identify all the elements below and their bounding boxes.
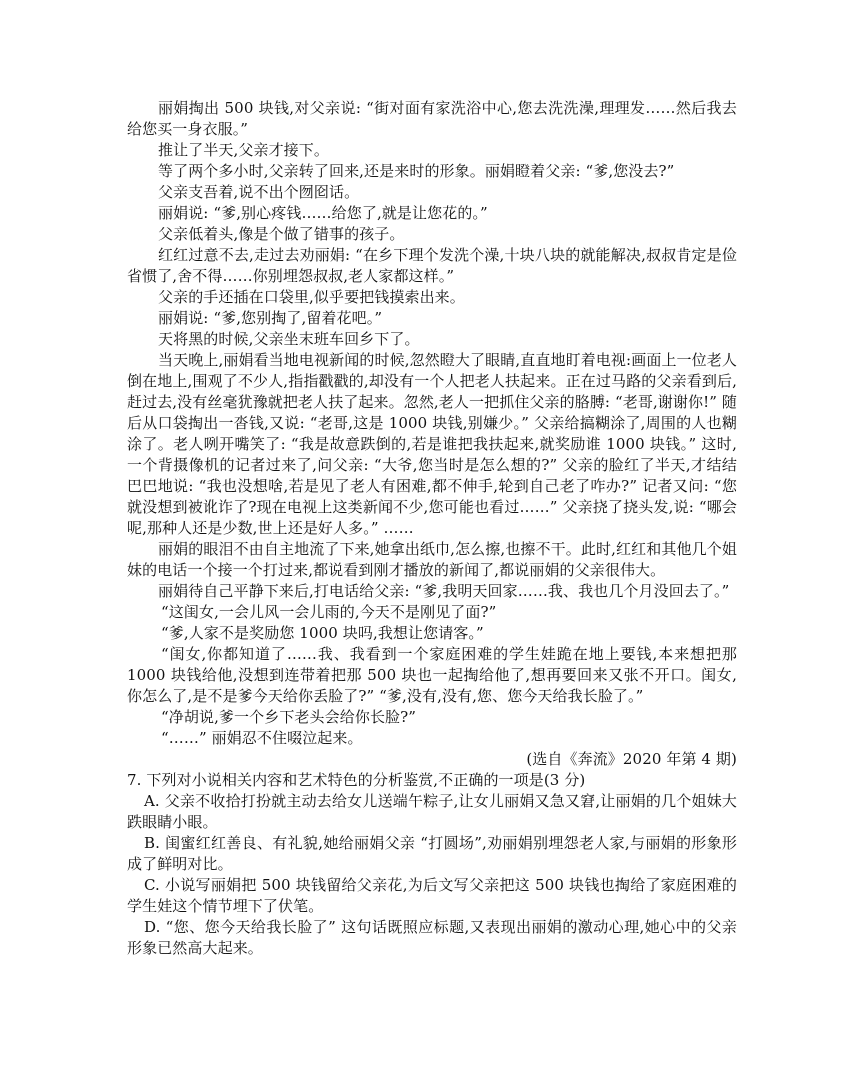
option-c: C. 小说写丽娟把 500 块钱留给父亲花,为后文写父亲把这 500 块钱也掏给了家庭困难的学生娃这个情节埋下了伏笔。 — [127, 876, 737, 915]
story-paragraph: 父亲的手还插在口袋里,似乎要把钱摸索出来。 — [158, 288, 465, 306]
story-paragraph: 丽娟说: “爹,您别掏了,留着花吧。” — [158, 309, 383, 327]
story-paragraph: 父亲低着头,像是个做了错事的孩子。 — [158, 225, 405, 243]
option-b: B. 闺蜜红红善良、有礼貌,她给丽娟父亲 “打圆场”,劝丽娟别埋怨老人家,与丽娟的形象形成了鲜明对比。 — [127, 834, 737, 873]
story-paragraph: 红红过意不去,走过去劝丽娟: “在乡下理个发洗个澡,十块八块的就能解决,叔叔肯定是俭省惯了,舍不得……你别埋怨叔叔,老人家都这样。” — [127, 246, 737, 285]
dialogue-line: “……” 丽娟忍不住啜泣起来。 — [161, 729, 363, 747]
source-citation: (选自《奔流》2020 年第 4 期) — [526, 750, 737, 768]
dialogue-line: “闺女,你都知道了……我、我看到一个家庭困难的学生娃跪在地上要钱,本来想把那 1000 块钱给他,没想到连带着把那 500 块也一起掏给他了,想再要回来又张不开口。闺女,你怎么了,是不是爹今天给你丢脸了?” “爹,没有,没有,您、您今天给我长脸了。” — [127, 645, 737, 705]
story-paragraph: 丽娟的眼泪不由自主地流了下来,她拿出纸巾,怎么擦,也擦不干。此时,红红和其他几个姐妹的电话一个接一个打过来,都说看到刚才播放的新闻了,都说丽娟的父亲很伟大。 — [127, 540, 737, 579]
story-paragraph: 当天晚上,丽娟看当地电视新闻的时候,忽然瞪大了眼睛,直直地盯着电视:画面上一位老人倒在地上,围观了不少人,指指戳戳的,却没有一个人把老人扶起来。正在过马路的父亲看到后,赶过去,没有丝毫犹豫就把老人扶了起来。忽然,老人一把抓住父亲的胳膊: “老哥,谢谢你!” 随后从口袋掏出一沓钱,又说: “老哥,这是 1000 块钱,别嫌少。” 父亲给搞糊涂了,周围的人也糊涂了。老人咧开嘴笑了: “我是故意跌倒的,若是谁把我扶起来,就奖励谁 1000 块钱。” 这时,一个背摄像机的记者过来了,问父亲: “大爷,您当时是怎么想的?” 父亲的脸红了半天,才结结巴巴地说: “我也没想啥,若是见了老人有困难,都不伸手,轮到自己老了咋办?” 记者又问: “您就没想到被讹诈了?现在电视上这类新闻不少,您可能也看过……” 父亲挠了挠头发,说: “哪会呢,那种人还是少数,世上还是好人多。” …… — [127, 351, 737, 537]
story-paragraph: 丽娟掏出 500 块钱,对父亲说: “街对面有家洗浴中心,您去洗洗澡,理理发……然后我去给您买一身衣服。” — [127, 99, 737, 138]
story-paragraph: 丽娟说: “爹,别心疼钱……给您了,就是让您花的。” — [158, 204, 488, 222]
story-paragraph: 推让了半天,父亲才接下。 — [158, 141, 329, 159]
option-a: A. 父亲不收拾打扮就主动去给女儿送端午粽子,让女儿丽娟又急又窘,让丽娟的几个姐妹大跌眼睛小眼。 — [127, 792, 737, 831]
dialogue-line: “爹,人家不是奖励您 1000 块吗,我想让您请客。” — [161, 624, 484, 642]
story-paragraph: 丽娟待自己平静下来后,打电话给父亲: “爹,我明天回家……我、我也几个月没回去了。” — [158, 582, 730, 600]
question-stem: 7. 下列对小说相关内容和艺术特色的分析鉴赏,不正确的一项是(3 分) — [127, 771, 586, 789]
option-d: D. “您、您今天给我长脸了” 这句话既照应标题,又表现出丽娟的激动心理,她心中的父亲形象已然高大起来。 — [127, 918, 737, 957]
dialogue-line: “净胡说,爹一个乡下老头会给你长脸?” — [161, 708, 417, 726]
story-paragraph: 等了两个多小时,父亲转了回来,还是来时的形象。丽娟瞪着父亲: “爹,您没去?” — [158, 162, 675, 180]
story-paragraph: 父亲支吾着,说不出个囫囵话。 — [158, 183, 360, 201]
story-paragraph: 天将黑的时候,父亲坐末班车回乡下了。 — [158, 330, 420, 348]
document-page — [127, 98, 737, 959]
dialogue-line: “这闺女,一会儿风一会儿雨的,今天不是刚见了面?” — [161, 603, 497, 621]
